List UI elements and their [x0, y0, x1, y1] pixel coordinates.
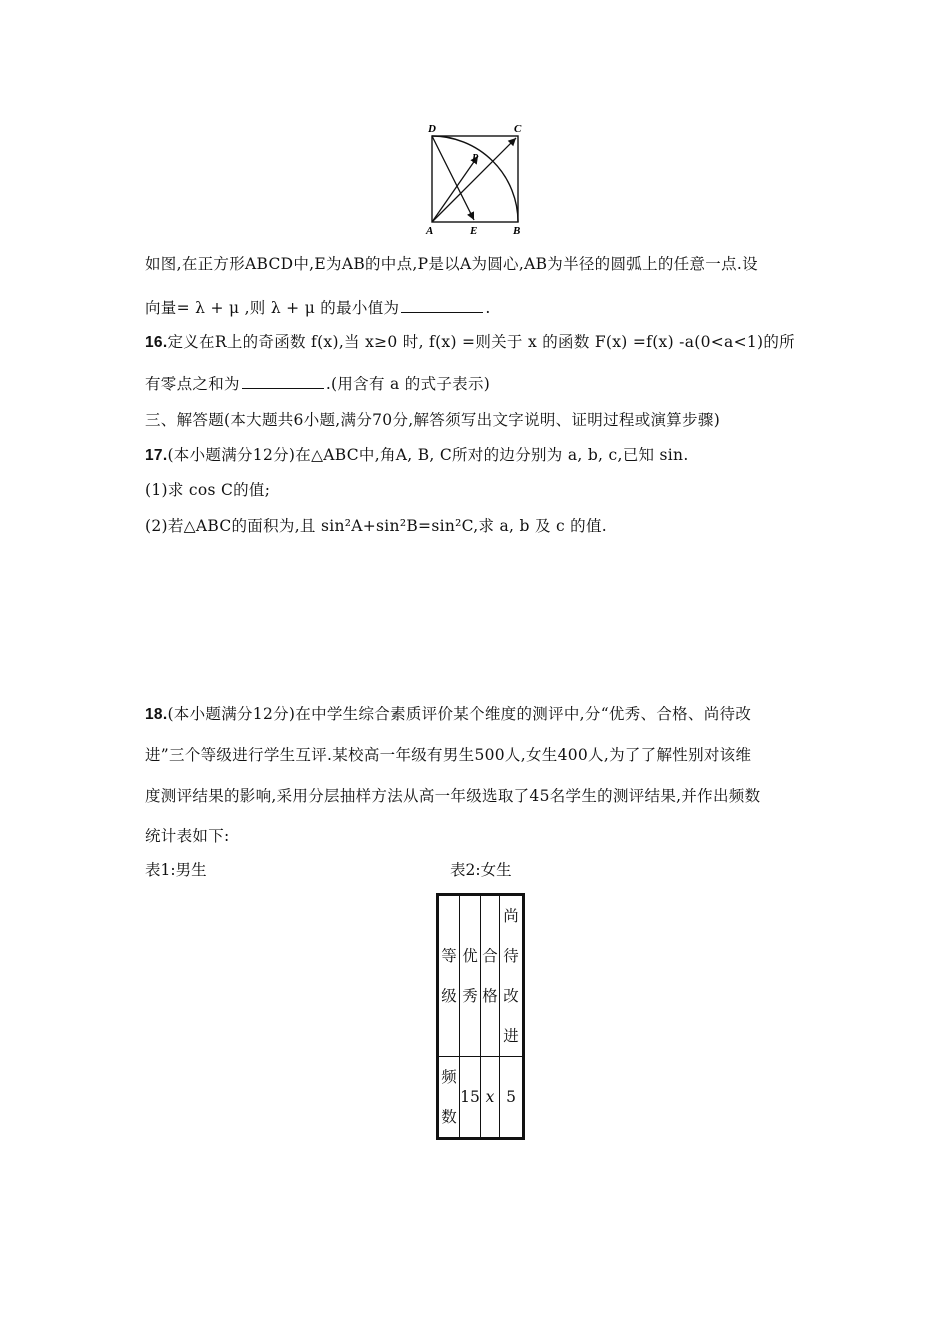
q16-answer-blank: [242, 374, 324, 389]
q18-line2: 进”三个等级进行学生互评.某校高一年级有男生500人,女生400人,为了了解性别对该维: [145, 746, 752, 764]
q17-stem: [145, 443, 689, 465]
label-c: C: [514, 123, 522, 135]
table2-caption: 表2:女生: [450, 861, 512, 879]
q15-line2: [145, 296, 491, 318]
q15-answer-blank: [401, 298, 483, 313]
q18-line3: 度测评结果的影响,采用分层抽样方法从高一年级选取了45名学生的测评结果,并作出频数: [145, 787, 761, 805]
table-header-cell: 优秀: [460, 895, 481, 1057]
table1-caption: 表1:男生: [145, 861, 207, 879]
q15-line2-end: .: [485, 299, 491, 317]
vector-de: [432, 136, 474, 220]
q17-part2: (2)若△ABC的面积为,且 sin²A+sin²B=sin²C,求 a, b 及 c 的值.: [145, 517, 608, 535]
q17-number: 17.: [145, 447, 168, 464]
table-cell: 5: [500, 1057, 524, 1139]
table-row: [438, 1057, 524, 1139]
table-header-row: [438, 895, 524, 1057]
table-cell: 15: [460, 1057, 481, 1139]
q16-number: 16.: [145, 334, 168, 351]
square-arc-figure: [420, 118, 530, 236]
q17-text: (本小题满分12分)在△ABC中,角A, B, C所对的边分别为 a, b, c,已知 sin.: [167, 446, 689, 464]
q18-line1: [145, 702, 751, 724]
table-cell: 频数: [438, 1057, 460, 1139]
vector-ap: [432, 156, 478, 222]
label-e: E: [470, 225, 478, 236]
q15-line2-text: 向量= λ + μ ,则 λ + μ 的最小值为: [145, 299, 400, 317]
q16-text: 定义在R上的奇函数 f(x),当 x≥0 时, f(x) =则关于 x 的函数 F(x) =f(x) -a(0<a<1)的所: [167, 333, 795, 351]
label-d: D: [428, 123, 436, 135]
table-cell: x: [481, 1057, 500, 1139]
frequency-table: [436, 893, 525, 1140]
q18-number: 18.: [145, 706, 168, 723]
table-header-cell: 尚待改进: [500, 895, 524, 1057]
q18-line4: 统计表如下:: [145, 827, 230, 845]
q16-line2: [145, 372, 490, 394]
label-b: B: [513, 225, 521, 236]
q15-line1: 如图,在正方形ABCD中,E为AB的中点,P是以A为圆心,AB为半径的圆弧上的任意一点.设: [145, 255, 758, 273]
q18-text: (本小题满分12分)在中学生综合素质评价某个维度的测评中,分“优秀、合格、尚待改: [167, 705, 752, 723]
table-header-cell: 等级: [438, 895, 460, 1057]
table-header-cell: 合格: [481, 895, 500, 1057]
label-a: A: [426, 225, 434, 236]
label-p: P: [472, 153, 479, 164]
q16-line2-text: 有零点之和为: [145, 375, 240, 393]
vector-ac: [432, 138, 516, 222]
section3-heading: 三、解答题(本大题共6小题,满分70分,解答须写出文字说明、证明过程或演算步骤): [145, 411, 721, 429]
q16-line1: [145, 330, 795, 352]
q16-line2-end: .(用含有 a 的式子表示): [325, 375, 491, 393]
q17-part1: (1)求 cos C的值;: [145, 481, 271, 499]
